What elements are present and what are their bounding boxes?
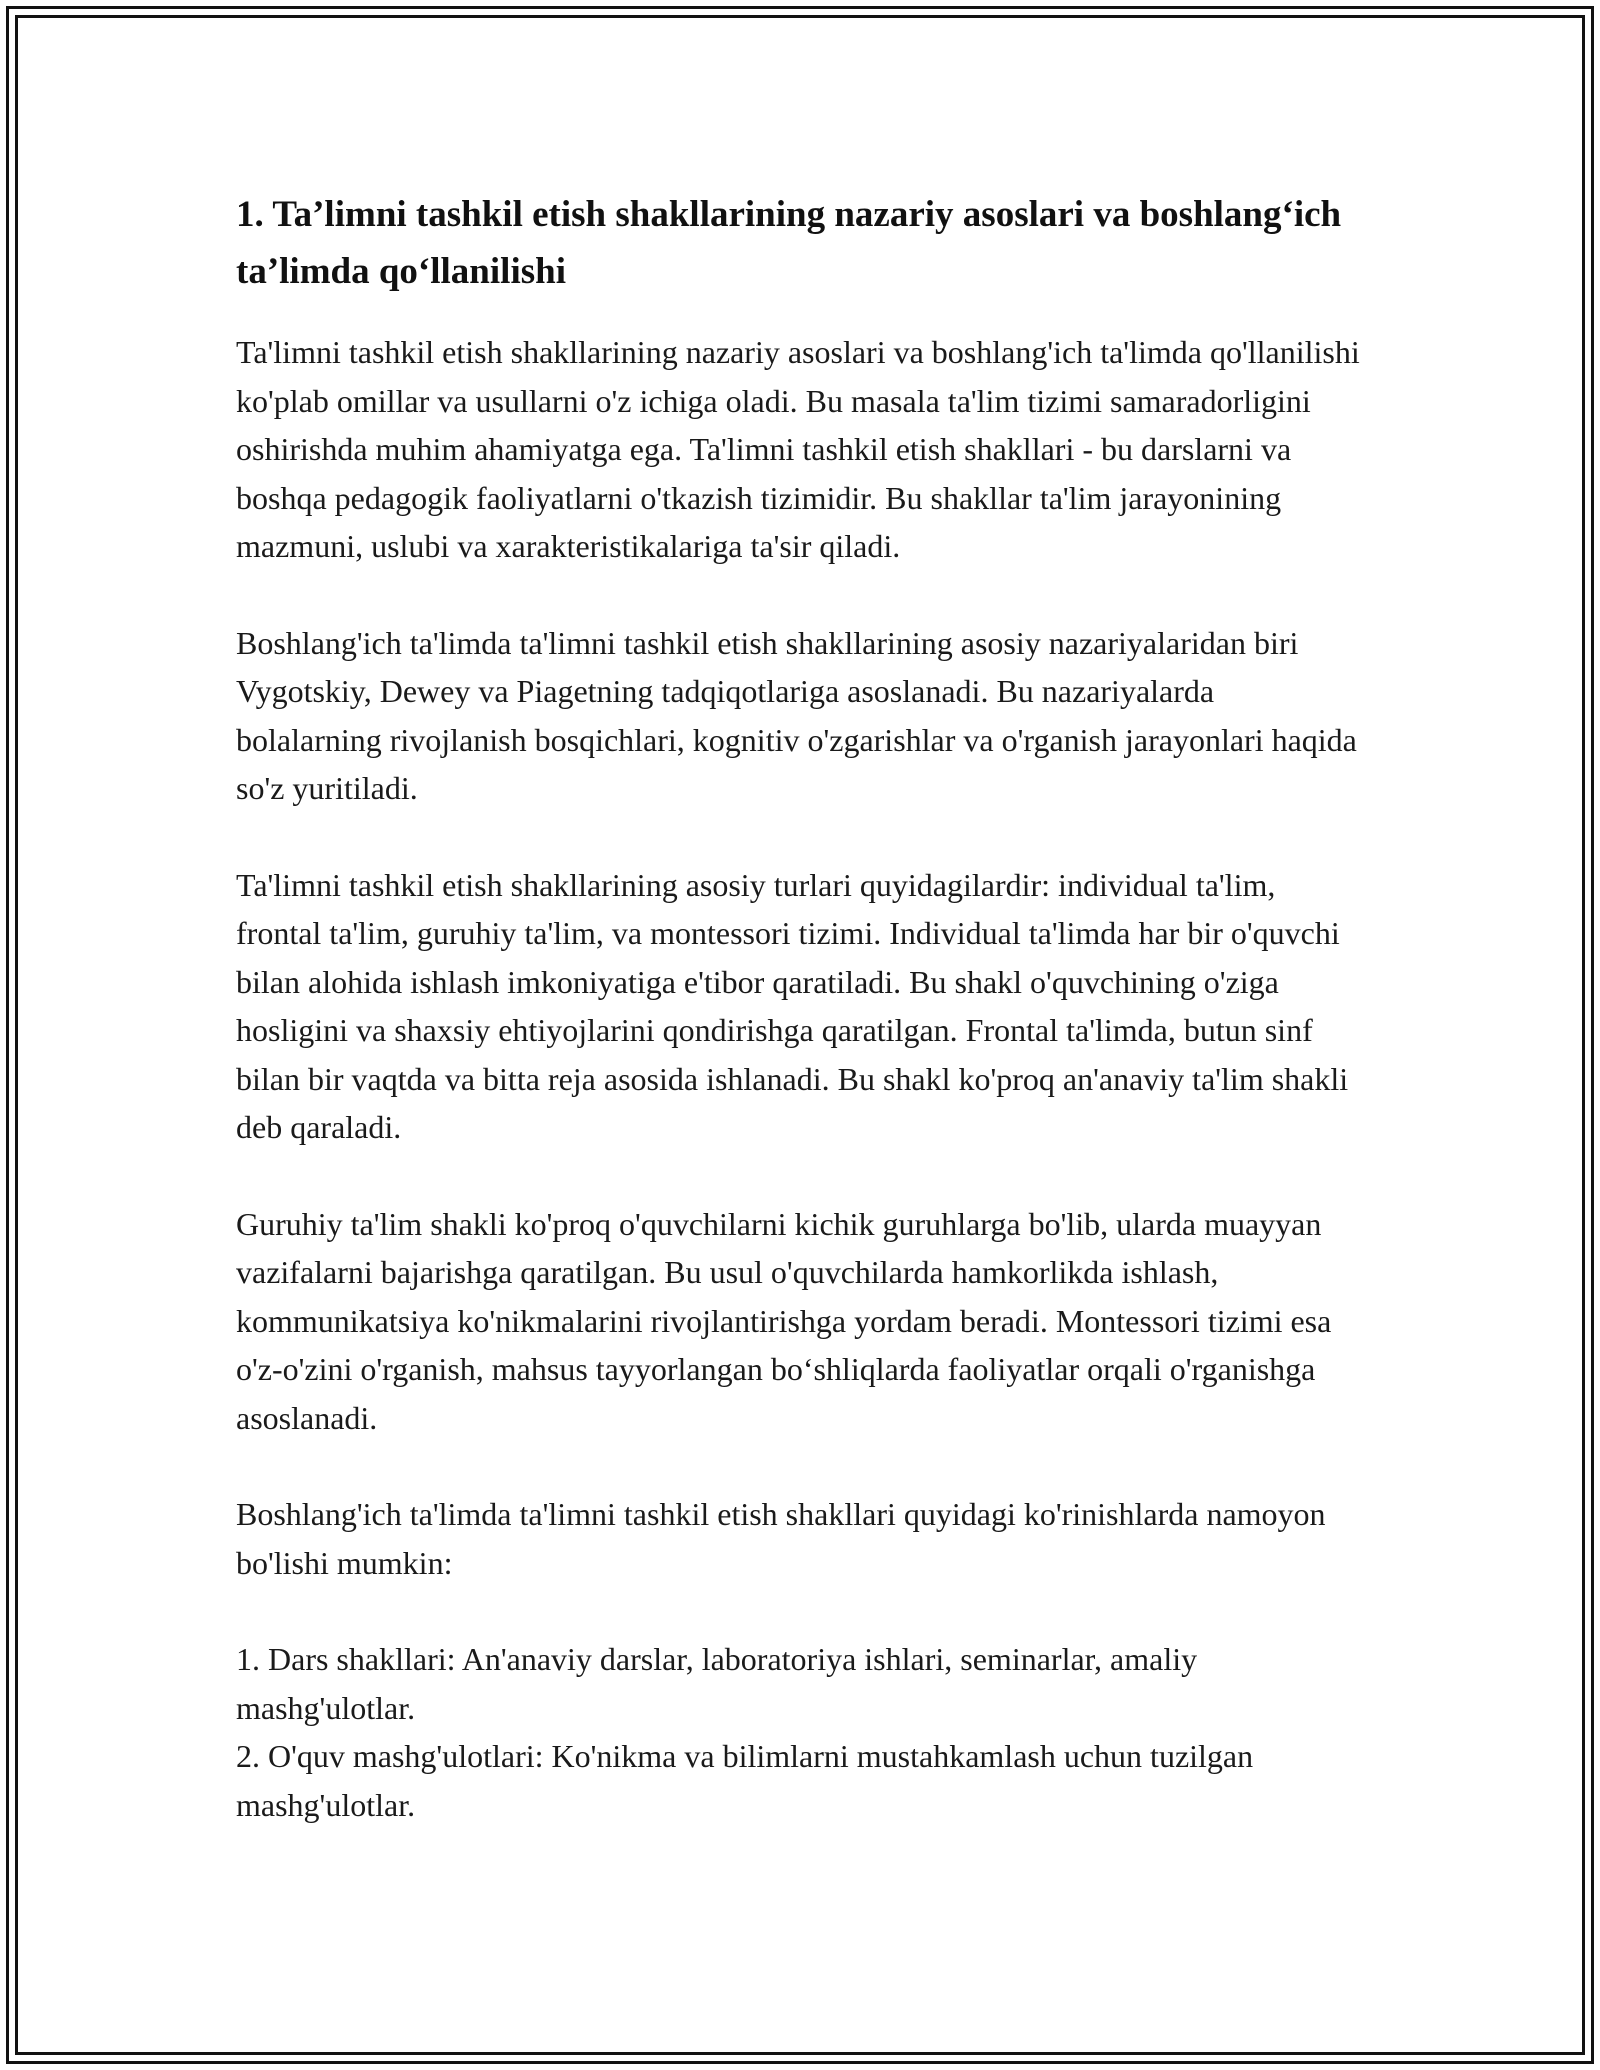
paragraph-types: Ta'limni tashkil etish shakllarining asosiy turlari quyidagilardir: individual ta'lim, frontal ta'lim, guruhiy ta'lim, va montessori tizimi. Individual ta'limda har bir o'quvchi bilan alohida ishlash imkoniyatiga e'tibor qaratiladi. Bu shakl o'quvchining o'ziga hosligini va shaxsiy ehtiyojlarini qondirishga qaratilgan. Frontal ta'limda, butun sinf bilan bir vaqtda va bitta reja asosida ishlanadi. Bu shakl ko'proq an'anaviy ta'lim shakli deb qaraladi. xyxy=(236,866,1349,1145)
paragraph-group-learning: Guruhiy ta'lim shakli ko'proq o'quvchilarni kichik guruhlarga bo'lib, ularda muayyan vazifalarni bajarishga qaratilgan. Bu usul o'quvchilarda hamkorlikda ishlash, kommunikatsiya ko'nikmalarini rivojlantirishga yordam beradi. Montessori tizimi esa o'z-o'zini o'rganish, mahsus tayyorlangan bo‘shliqlarda faoliyatlar orqali o'rganishga asoslanadi. xyxy=(236,1205,1332,1436)
document-body xyxy=(236,186,1366,1829)
paragraph-theories: Boshlang'ich ta'limda ta'limni tashkil etish shakllarining asosiy nazariyalaridan biri Vygotskiy, Dewey va Piagetning tadqiqotlariga asoslanadi. Bu nazariyalarda bolalarning rivojlanish bosqichlari, kognitiv o'zgarishlar va o'rganish jarayonlari haqida so'z yuritiladi. xyxy=(236,624,1357,806)
paragraph-forms-intro: Boshlang'ich ta'limda ta'limni tashkil etish shakllari quyidagi ko'rinishlarda namoyon bo'lishi mumkin: xyxy=(236,1496,1326,1581)
section-heading: 1. Ta’limni tashkil etish shakllarining nazariy asoslari va boshlang‘ich ta’limda qo‘llanilishi xyxy=(236,194,1342,292)
list-item: 2. O'quv mashg'ulotlari: Ko'nikma va bilimlarni mustahkamlash uchun tuzilgan mashg'ulotlar. xyxy=(236,1738,1254,1823)
list-item: 1. Dars shakllari: An'anaviy darslar, laboratoriya ishlari, seminarlar, amaliy mashg'ulotlar. xyxy=(236,1641,1198,1726)
paragraph-intro: Ta'limni tashkil etish shakllarining nazariy asoslari va boshlang'ich ta'limda qo'llanilishi ko'plab omillar va usullarni o'z ichiga oladi. Bu masala ta'lim tizimi samaradorligini oshirishda muhim ahamiyatga ega. Ta'limni tashkil etish shakllari - bu darslarni va boshqa pedagogik faoliyatlarni o'tkazish tizimidir. Bu shakllar ta'lim jarayonining mazmuni, uslubi va xarakteristikalariga ta'sir qiladi. xyxy=(236,334,1360,564)
forms-list xyxy=(236,1635,1366,1829)
